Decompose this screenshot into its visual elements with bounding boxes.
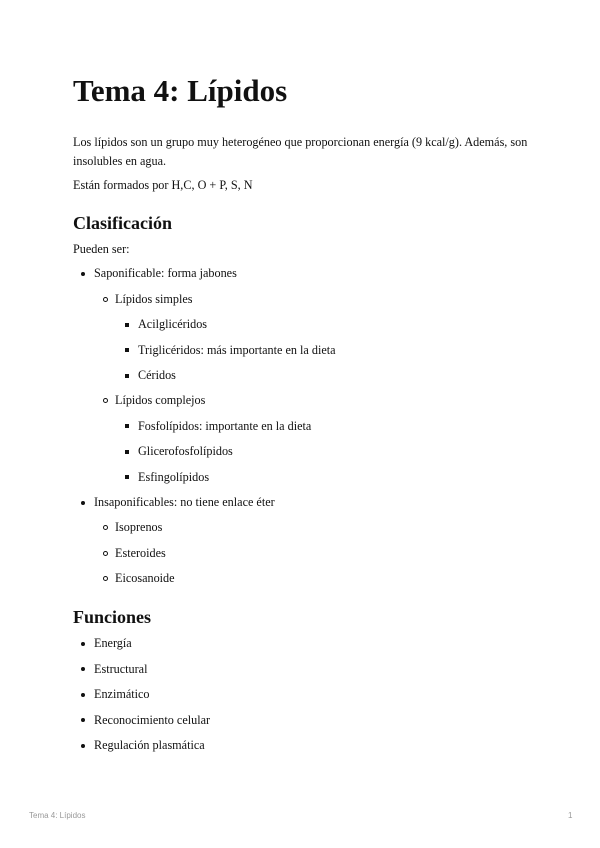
list-item-isoprenos: Isoprenos [115, 520, 163, 534]
list-item-esteroides: Esteroides [115, 546, 166, 560]
list-item-regulacion-plasmatica: Regulación plasmática [94, 738, 205, 752]
bullet-square [125, 348, 129, 352]
list-item-lipidos-simples: Lípidos simples [115, 292, 193, 306]
bullet-disc [81, 501, 85, 505]
list-item-energia: Energía [94, 636, 132, 650]
bullet-square [125, 424, 129, 428]
bullet-circle [103, 398, 108, 403]
list-item-ceridos: Céridos [138, 368, 176, 382]
section-heading-funciones: Funciones [73, 607, 152, 627]
list-item-esfingolipidos: Esfingolípidos [138, 470, 210, 484]
bullet-circle [103, 297, 108, 302]
bullet-disc [81, 693, 85, 697]
footer-page-number: 1 [568, 811, 573, 820]
bullet-disc [81, 667, 85, 671]
section-heading-clasificacion: Clasificación [73, 213, 172, 233]
bullet-square [125, 323, 129, 327]
list-item-fosfolipidos: Fosfolípidos: importante en la dieta [138, 419, 312, 433]
clasificacion-lead: Pueden ser: [73, 242, 130, 256]
bullet-square [125, 475, 129, 479]
list-item-insaponificables: Insaponificables: no tiene enlace éter [94, 495, 275, 509]
bullet-circle [103, 551, 108, 556]
footer-title: Tema 4: Lípidos [29, 811, 86, 820]
bullet-disc [81, 642, 85, 646]
bullet-circle [103, 525, 108, 530]
composition-paragraph: Están formados por H,C, O + P, S, N [73, 178, 253, 192]
page-title: Tema 4: Lípidos [73, 73, 288, 108]
list-item-reconocimiento-celular: Reconocimiento celular [94, 713, 211, 727]
list-item-eicosanoide: Eicosanoide [115, 571, 175, 585]
list-item-lipidos-complejos: Lípidos complejos [115, 393, 206, 407]
list-item-saponificable: Saponificable: forma jabones [94, 266, 237, 280]
bullet-square [125, 374, 129, 378]
bullet-disc [81, 718, 85, 722]
intro-paragraph: Los lípidos son un grupo muy heterogéneo que proporcionan energía (9 kcal/g). Además, son insolubles en agua. [73, 135, 528, 168]
list-item-enzimatico: Enzimático [94, 687, 150, 701]
bullet-disc [81, 272, 85, 276]
list-item-glicerofosfolipidos: Glicerofosfolípidos [138, 444, 233, 458]
list-item-acilgliceridos: Acilglicéridos [138, 317, 208, 331]
list-item-trigliceridos: Triglicéridos: más importante en la dieta [138, 343, 336, 357]
bullet-circle [103, 576, 108, 581]
bullet-disc [81, 744, 85, 748]
bullet-square [125, 450, 129, 454]
list-item-estructural: Estructural [94, 662, 148, 676]
